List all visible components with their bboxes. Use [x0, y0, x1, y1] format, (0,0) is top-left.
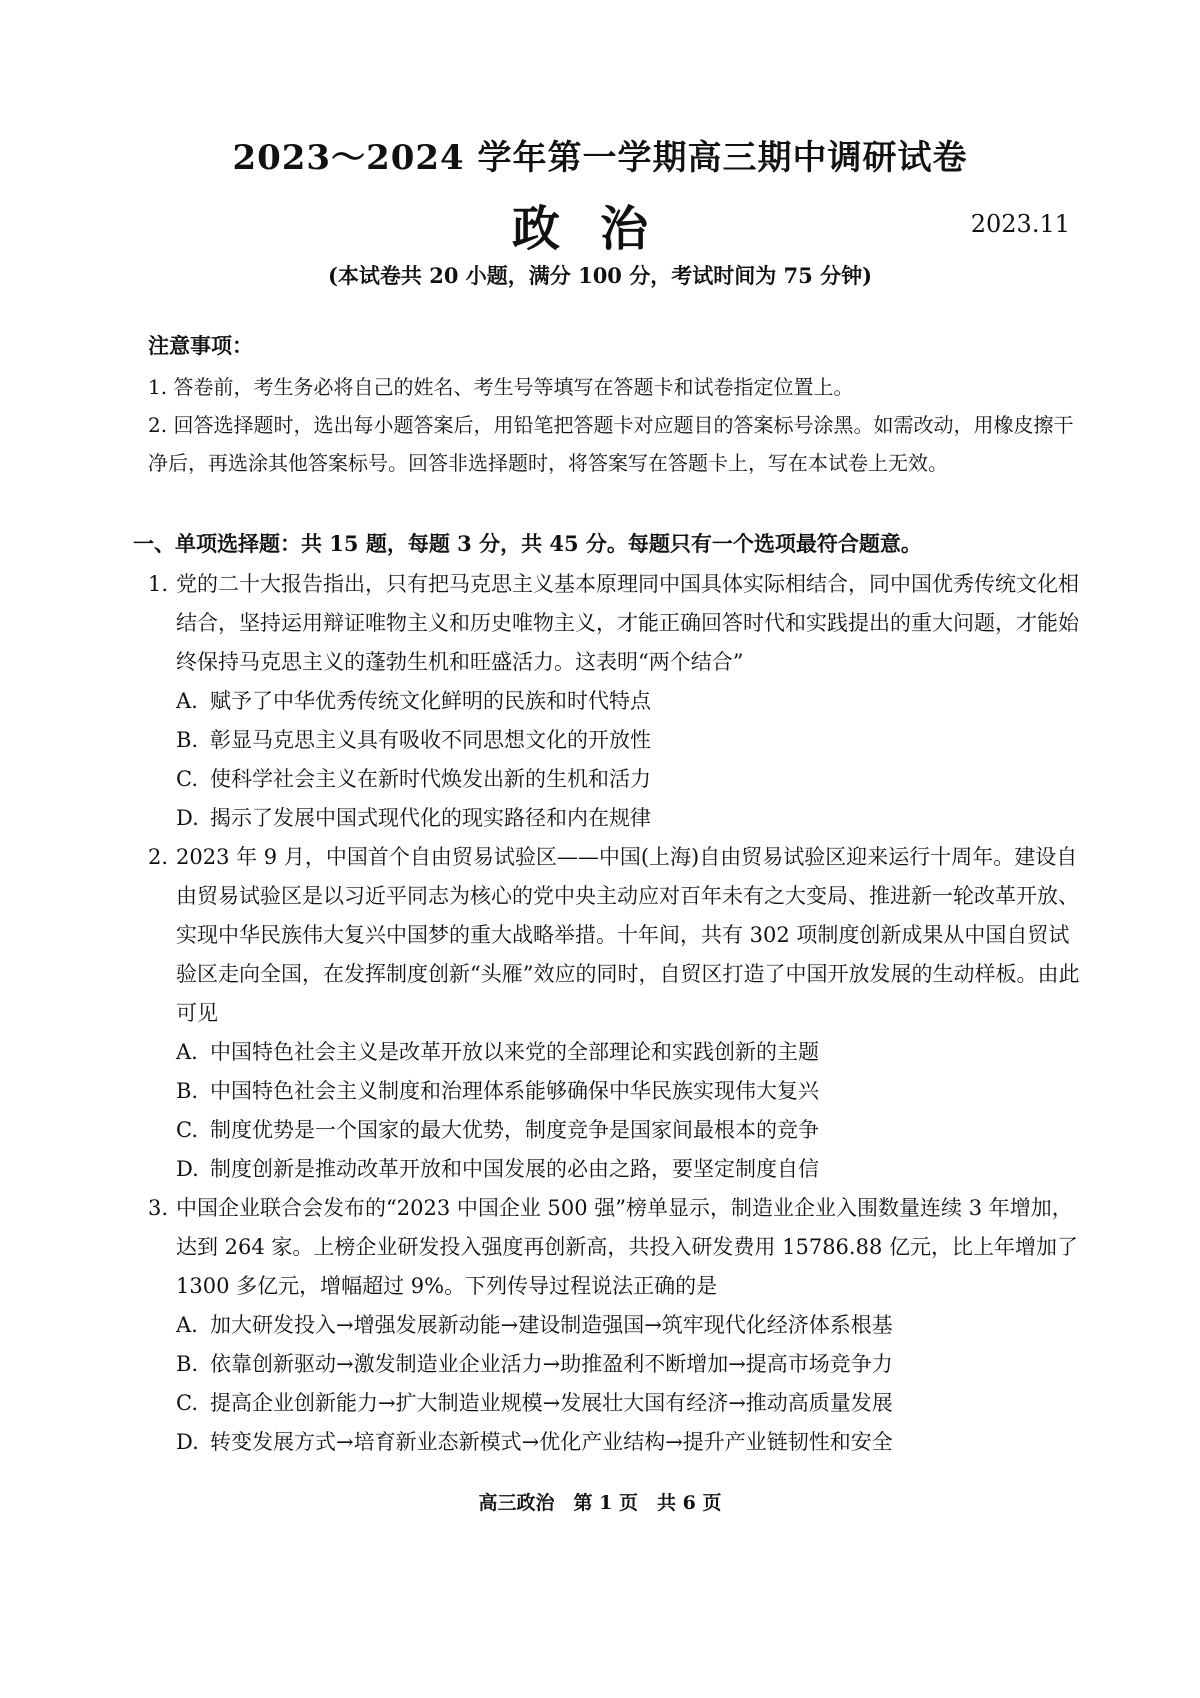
questions-list: [148, 565, 1083, 1462]
option: [148, 1150, 1083, 1189]
option-text: 制度创新是推动改革开放和中国发展的必由之路，要坚定制度自信: [210, 1157, 819, 1181]
question-number: 1.: [148, 572, 169, 596]
option: [148, 1384, 1083, 1423]
option: [148, 760, 1083, 799]
option-letter: C.: [176, 1118, 198, 1142]
option-letter: D.: [176, 1157, 199, 1181]
option-text: 揭示了发展中国式现代化的现实路径和内在规律: [210, 806, 651, 830]
option-letter: C.: [176, 1391, 198, 1415]
option: [148, 1423, 1083, 1462]
question-stem: [148, 1189, 1083, 1306]
option-letter: B.: [176, 1079, 199, 1103]
exam-info: (本试卷共 20 小题，满分 100 分，考试时间为 75 分钟): [327, 263, 873, 288]
option-text: 彰显马克思主义具有吸收不同思想文化的开放性: [210, 728, 651, 752]
option-text: 中国特色社会主义是改革开放以来党的全部理论和实践创新的主题: [210, 1040, 819, 1064]
exam-date: 2023.11: [970, 210, 1070, 238]
question-number: 3.: [148, 1196, 169, 1220]
page-footer: 高三政治 第 1 页 共 6 页: [478, 1492, 722, 1514]
question-text: 中国企业联合会发布的“2023 中国企业 500 强”榜单显示，制造业企业入围数量连续 3 年增加，达到 264 家。上榜企业研发投入强度再创新高，共投入研发费用 15786.88 亿元，比上年增加了 1300 多亿元，增幅超过 9%。下列传导过程说法正确的是: [176, 1196, 1078, 1298]
exam-title: 2023～2024 学年第一学期高三期中调研试卷: [232, 138, 968, 178]
question-text: 党的二十大报告指出，只有把马克思主义基本原理同中国具体实际相结合，同中国优秀传统文化相结合，坚持运用辩证唯物主义和历史唯物主义，才能正确回答时代和实践提出的重大问题，才能始终保持马克思主义的蓬勃生机和旺盛活力。这表明“两个结合”: [176, 572, 1079, 674]
question-text: 2023 年 9 月，中国首个自由贸易试验区——中国(上海)自由贸易试验区迎来运行十周年。建设自由贸易试验区是以习近平同志为核心的党中央主动应对百年未有之大变局、推进新一轮改革开放、实现中华民族伟大复兴中国梦的重大战略举措。十年间，共有 302 项制度创新成果从中国自贸试验区走向全国，在发挥制度创新“头雁”效应的同时，自贸区打造了中国开放发展的生动样板。由此可见: [176, 845, 1080, 1025]
option-text: 中国特色社会主义制度和治理体系能够确保中华民族实现伟大复兴: [210, 1079, 819, 1103]
option-letter: B.: [176, 1352, 199, 1376]
option-letter: C.: [176, 767, 198, 791]
option-letter: A.: [176, 1040, 198, 1064]
option-text: 制度优势是一个国家的最大优势，制度竞争是国家间最根本的竞争: [210, 1118, 819, 1142]
option-letter: B.: [176, 728, 199, 752]
question: [148, 1189, 1083, 1462]
option-letter: A.: [176, 689, 198, 713]
subject-title: 政治: [511, 201, 688, 257]
question-number: 2.: [148, 845, 169, 869]
option-text: 使科学社会主义在新时代焕发出新的生机和活力: [210, 767, 651, 791]
option-letter: D.: [176, 806, 199, 830]
option-letter: A.: [176, 1313, 198, 1337]
option-text: 转变发展方式→培育新业态新模式→优化产业结构→提升产业链韧性和安全: [210, 1430, 893, 1454]
option: [148, 1306, 1083, 1345]
option-text: 依靠创新驱动→激发制造业企业活力→助推盈利不断增加→提高市场竞争力: [210, 1352, 893, 1376]
option: [148, 1072, 1083, 1111]
option: [148, 1345, 1083, 1384]
option-text: 加大研发投入→增强发展新动能→建设制造强国→筑牢现代化经济体系根基: [210, 1313, 893, 1337]
section-heading: 一、单项选择题：共 15 题，每题 3 分，共 45 分。每题只有一个选项最符合题意。: [133, 531, 922, 556]
option: [148, 799, 1083, 838]
notes-title: 注意事项：: [148, 333, 253, 358]
option: [148, 1033, 1083, 1072]
option-letter: D.: [176, 1430, 199, 1454]
notes-block: [148, 330, 1078, 482]
option-text: 赋予了中华优秀传统文化鲜明的民族和时代特点: [210, 689, 651, 713]
option: [148, 682, 1083, 721]
question: [148, 565, 1083, 838]
note-item: 2. 回答选择题时，选出每小题答案后，用铅笔把答题卡对应题目的答案标号涂黑。如需改动，用橡皮擦干净后，再选涂其他答案标号。回答非选择题时，将答案写在答题卡上，写在本试卷上无效。: [148, 413, 1074, 475]
question-stem: [148, 838, 1083, 1033]
option: [148, 721, 1083, 760]
note-item: 1. 答卷前，考生务必将自己的姓名、考生号等填写在答题卡和试卷指定位置上。: [148, 375, 854, 399]
question-stem: [148, 565, 1083, 682]
option: [148, 1111, 1083, 1150]
option-text: 提高企业创新能力→扩大制造业规模→发展壮大国有经济→推动高质量发展: [210, 1391, 893, 1415]
question: [148, 838, 1083, 1189]
